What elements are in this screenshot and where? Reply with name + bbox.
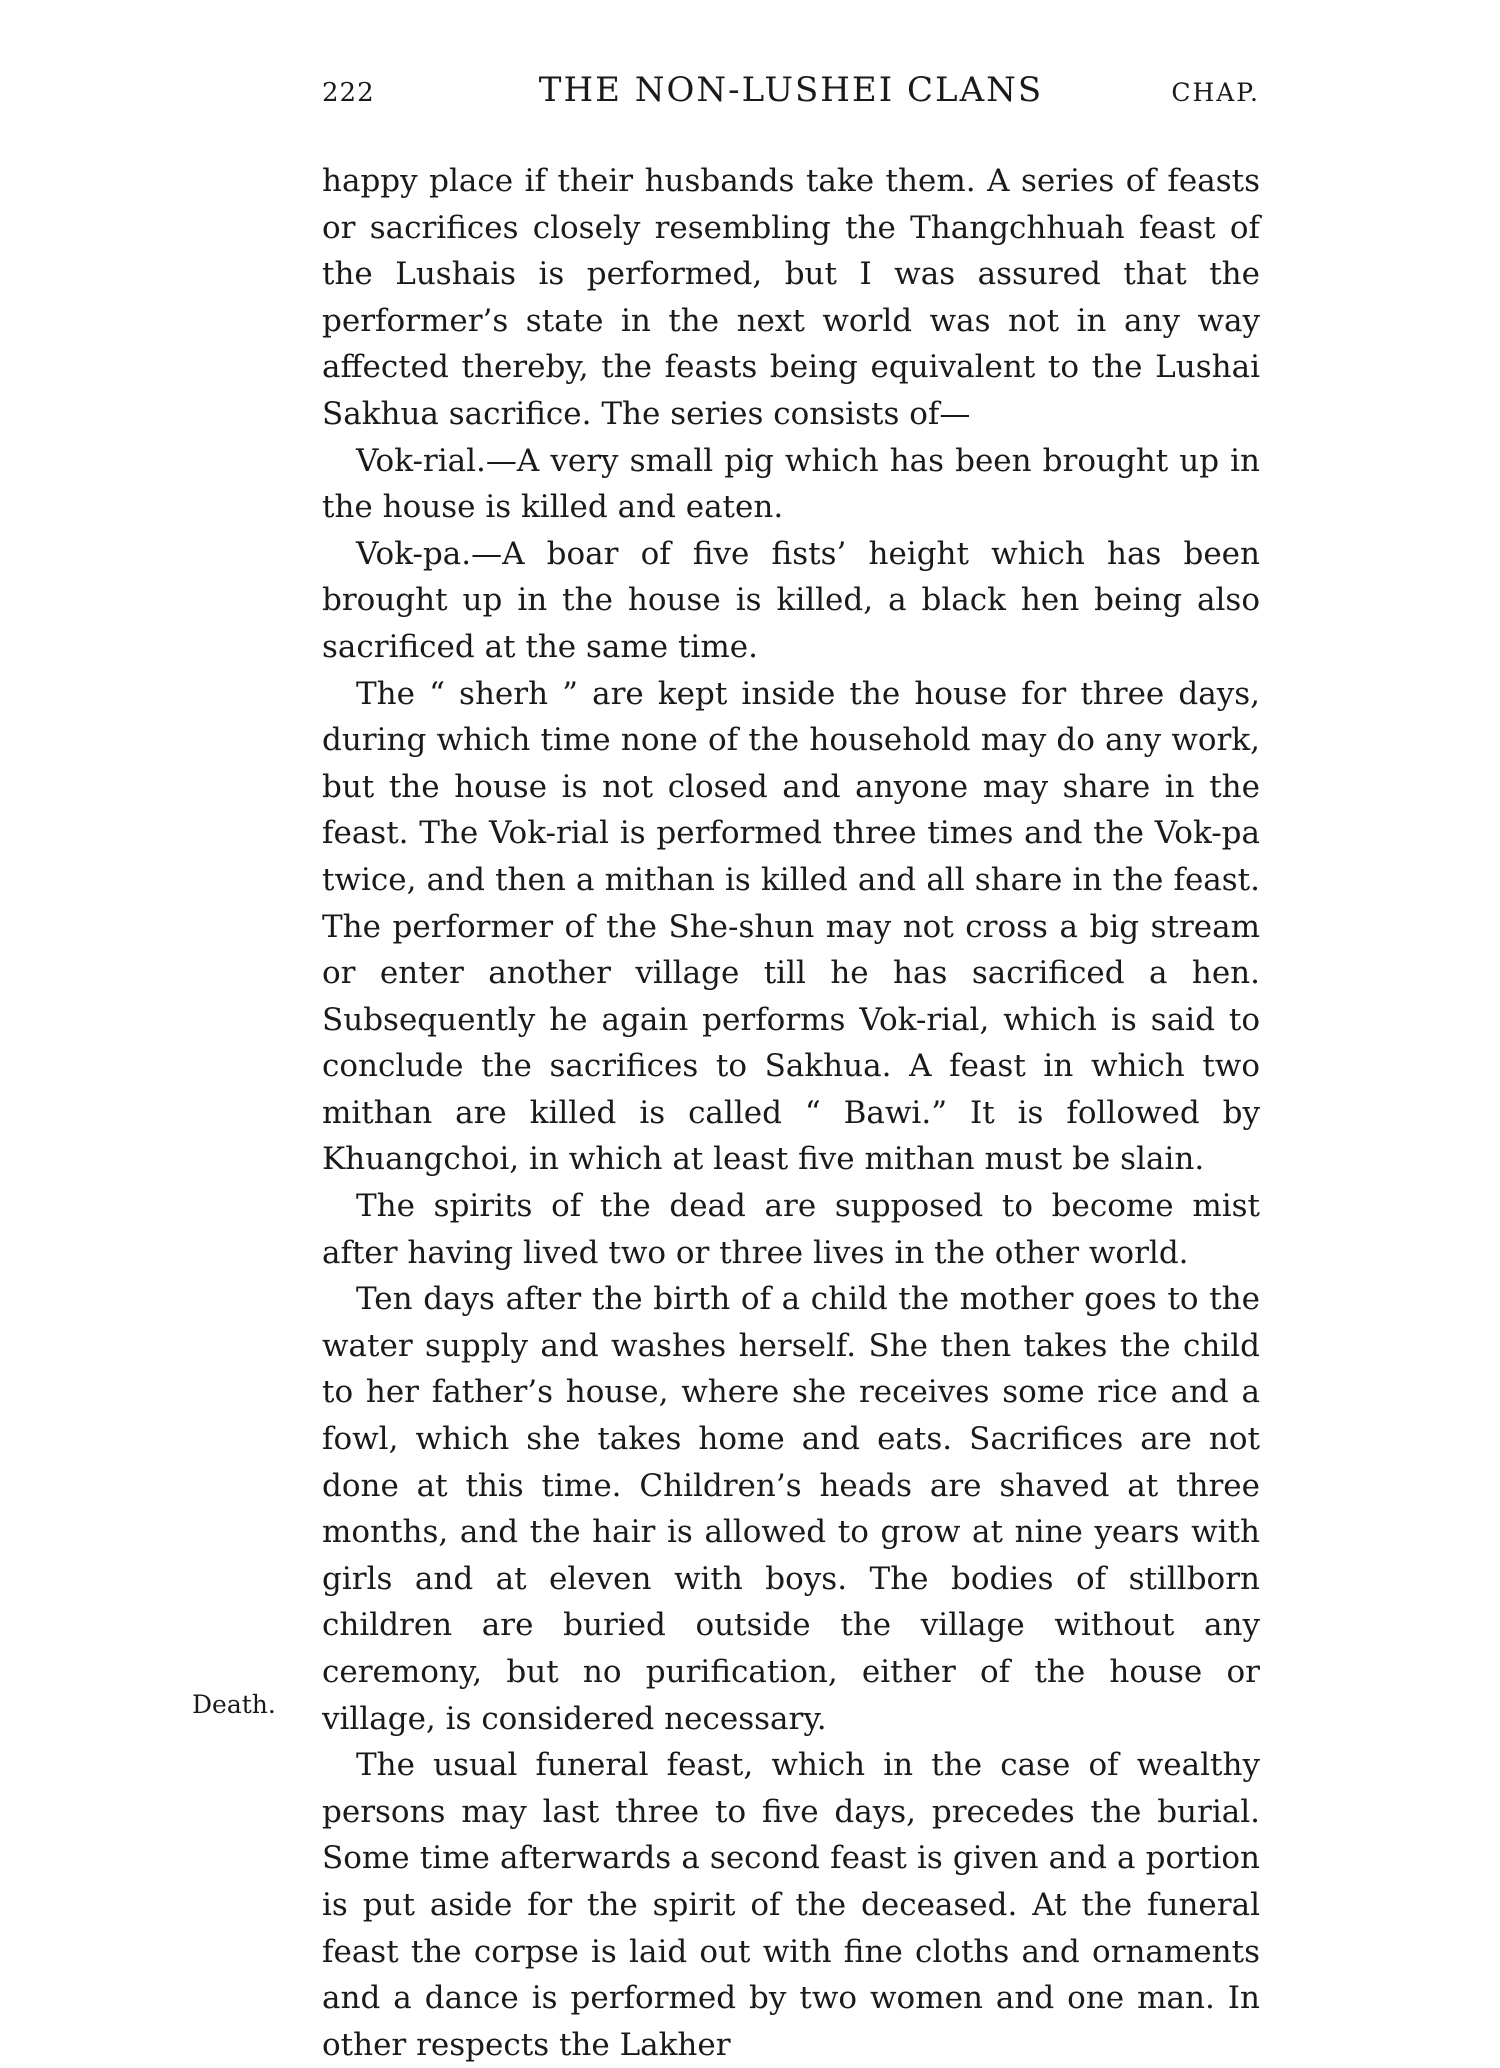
- running-title: THE NON-LUSHEI CLANS: [538, 70, 1044, 110]
- paragraph-continuation: happy place if their husbands take them. A series of feasts or sacrifices closely resembling the Thangchhuah feast of the Lushais is performed, but I was assured that the performer’s state in the next world was not in any way affected thereby, the feasts being equivalent to the Lushai Sakhua sacrifice. The series consists of—: [322, 163, 1260, 432]
- body-text: [322, 158, 1260, 2068]
- chapter-label: CHAP.: [1171, 78, 1260, 107]
- paragraph-sherh: The “ sherh ” are kept inside the house for three days, during which time none of the household may do any work, but the house is not closed and anyone may share in the feast. The Vok-rial is performed three times and the Vok-pa twice, and then a mithan is killed and all share in the feast. The performer of the She-shun may not cross a big stream or enter another village till he has sacrificed a hen. Subsequently he again performs Vok-rial, which is said to conclude the sacrifices to Sakhua. A feast in which two mithan are killed is called “ Bawi.” It is followed by Khuangchoi, in which at least five mithan must be slain.: [322, 675, 1260, 1178]
- paragraph-death: The usual funeral feast, which in the case of wealthy persons may last three to five days, precedes the burial. Some time afterwards a second feast is given and a portion is put aside for the spirit of the deceased. At the funeral feast the corpse is laid out with fine cloths and ornaments and a dance is performed by two women and one man. In other respects the Lakher: [322, 1747, 1260, 2063]
- paragraph-birth: Ten days after the birth of a child the mother goes to the water supply and washes herself. She then takes the child to her father’s house, where she receives some rice and a fowl, which she takes home and eats. Sacrifices are not done at this time. Children’s heads are shaved at three months, and the hair is allowed to grow at nine years with girls and at eleven with boys. The bodies of stillborn children are buried outside the village without any ceremony, but no purification, either of the house or village, is considered necessary.: [322, 1281, 1260, 1737]
- paragraph-vok-rial: Vok-rial.—A very small pig which has been brought up in the house is killed and eaten.: [322, 442, 1260, 526]
- page-number: 222: [322, 78, 375, 108]
- paragraph-spirits: The spirits of the dead are supposed to become mist after having lived two or three lives in the other world.: [322, 1188, 1260, 1271]
- margin-note-death: Death.: [192, 1690, 276, 1719]
- paragraph-vok-pa: Vok-pa.—A boar of five fists’ height which has been brought up in the house is killed, a black hen being also sacrificed at the same time.: [322, 535, 1260, 665]
- page-header: [322, 70, 1260, 118]
